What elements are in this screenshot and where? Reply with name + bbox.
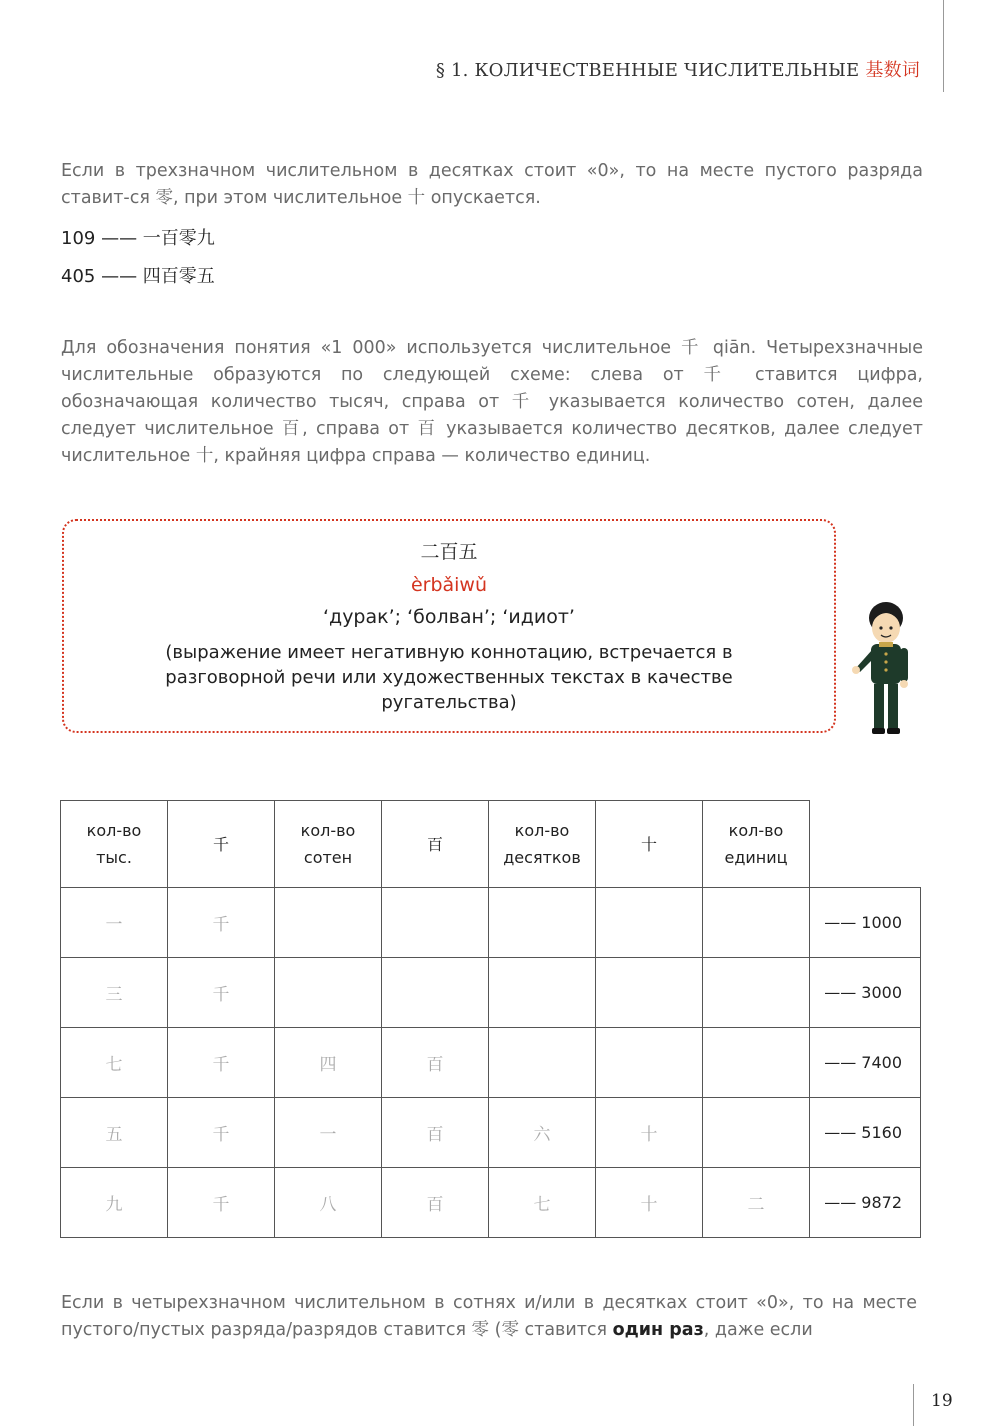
header-text: сотен: [303, 848, 353, 867]
table-cell: [275, 888, 382, 958]
table-result: —— 9872: [810, 1168, 921, 1238]
table-cell: 一: [275, 1098, 382, 1168]
table-result: —— 7400: [810, 1028, 921, 1098]
table-cell: 七: [61, 1028, 168, 1098]
table-row: [61, 1098, 921, 1168]
paragraph-text: , даже если: [703, 1320, 813, 1340]
header-text: кол-во: [514, 821, 570, 840]
header-shi: [596, 801, 703, 888]
page-number: 19: [931, 1391, 953, 1411]
callout-hanzi: 二百五: [420, 541, 478, 563]
table-cell: [596, 1028, 703, 1098]
table-cell: 五: [61, 1098, 168, 1168]
header-blank: [810, 801, 921, 888]
header-text: тыс.: [96, 848, 132, 867]
number-composition-table: [60, 800, 921, 1238]
header-text: 十: [640, 834, 657, 854]
table-cell: [703, 958, 810, 1028]
paragraph-text: Если в четырехзначном числительном в сотнях и/или в десятках стоит «0», то на месте пустого/пустых разряда/разрядов ставится 零 (零 ставится: [61, 1293, 917, 1340]
header-text: единиц: [724, 848, 788, 867]
header-tens-count: [489, 801, 596, 888]
header-qian: [168, 801, 275, 888]
header-bai: [382, 801, 489, 888]
table-cell: [596, 958, 703, 1028]
header-text: кол-во: [728, 821, 784, 840]
example-109: 109 —— 一百零九: [61, 228, 215, 249]
table-cell: 六: [489, 1098, 596, 1168]
header-text: десятков: [503, 848, 581, 867]
table-cell: 九: [61, 1168, 168, 1238]
table-cell: 百: [382, 1028, 489, 1098]
table-cell: 一: [61, 888, 168, 958]
table-cell: 千: [168, 1028, 275, 1098]
table-cell: [489, 958, 596, 1028]
table-cell: 三: [61, 958, 168, 1028]
table-cell: [275, 958, 382, 1028]
header-thousands-count: [61, 801, 168, 888]
table-cell: 千: [168, 888, 275, 958]
table-cell: 百: [382, 1168, 489, 1238]
table-header-row: [61, 801, 921, 888]
callout-pinyin: èrbǎiwǔ: [410, 574, 488, 596]
table-cell: 千: [168, 1168, 275, 1238]
table-cell: [382, 888, 489, 958]
table-row: [61, 1168, 921, 1238]
running-head-chinese: 基数词: [865, 60, 920, 81]
margin-rule-top: [943, 0, 944, 92]
running-head: [436, 56, 920, 82]
header-text: кол-во: [86, 821, 142, 840]
table-cell: 千: [168, 1098, 275, 1168]
paragraph-zero-in-thousands: [61, 1290, 917, 1344]
emphasis-once: один раз: [612, 1320, 704, 1340]
table-row: [61, 1028, 921, 1098]
table-cell: [596, 888, 703, 958]
table-cell: 七: [489, 1168, 596, 1238]
table-cell: 二: [703, 1168, 810, 1238]
table-cell: 八: [275, 1168, 382, 1238]
table-cell: 十: [596, 1098, 703, 1168]
paragraph-thousands: Для обозначения понятия «1 000» используется числительное 千 qiān. Четырехзначные числительные образуются по следующей схеме: слева от 千 ставится цифра, обозначающая количество тысяч, справа от 千 указывается количество сотен, далее следует числительное 百, справа от 百 указывается количество десятков, далее следует числительное 十, крайняя цифра справа — количество единиц.: [61, 338, 923, 466]
header-hundreds-count: [275, 801, 382, 888]
table-result: —— 5160: [810, 1098, 921, 1168]
callout-translation: ‘дурак’; ‘болван’; ‘идиот’: [323, 606, 575, 628]
table-cell: [703, 1028, 810, 1098]
table-result: —— 3000: [810, 958, 921, 1028]
header-text: 百: [426, 834, 443, 854]
header-text: 千: [212, 834, 229, 854]
table-row: [61, 958, 921, 1028]
table-cell: [703, 888, 810, 958]
example-405: 405 —— 四百零五: [61, 266, 215, 287]
table-cell: [489, 888, 596, 958]
header-text: кол-во: [300, 821, 356, 840]
table-cell: 四: [275, 1028, 382, 1098]
margin-rule-bottom: [913, 1384, 914, 1426]
table-cell: 百: [382, 1098, 489, 1168]
callout-note: (выражение имеет негативную коннотацию, встречается в разговорной речи или художественных текстах в качестве ругательства): [165, 642, 733, 713]
table-cell: 千: [168, 958, 275, 1028]
table-cell: [489, 1028, 596, 1098]
idiom-callout-box: [62, 519, 836, 733]
table-cell: [382, 958, 489, 1028]
table-result: —— 1000: [810, 888, 921, 958]
table-row: [61, 888, 921, 958]
running-head-title: § 1. КОЛИЧЕСТВЕННЫЕ ЧИСЛИТЕЛЬНЫЕ: [435, 60, 860, 81]
table-cell: [703, 1098, 810, 1168]
header-units-count: [703, 801, 810, 888]
paragraph-hundreds-zero: Если в трехзначном числительном в десятках стоит «0», то на месте пустого разряда ставит-ся 零, при этом числительное 十 опускается.: [61, 161, 923, 208]
cartoon-boy-illustration: [850, 598, 930, 738]
table-cell: 十: [596, 1168, 703, 1238]
